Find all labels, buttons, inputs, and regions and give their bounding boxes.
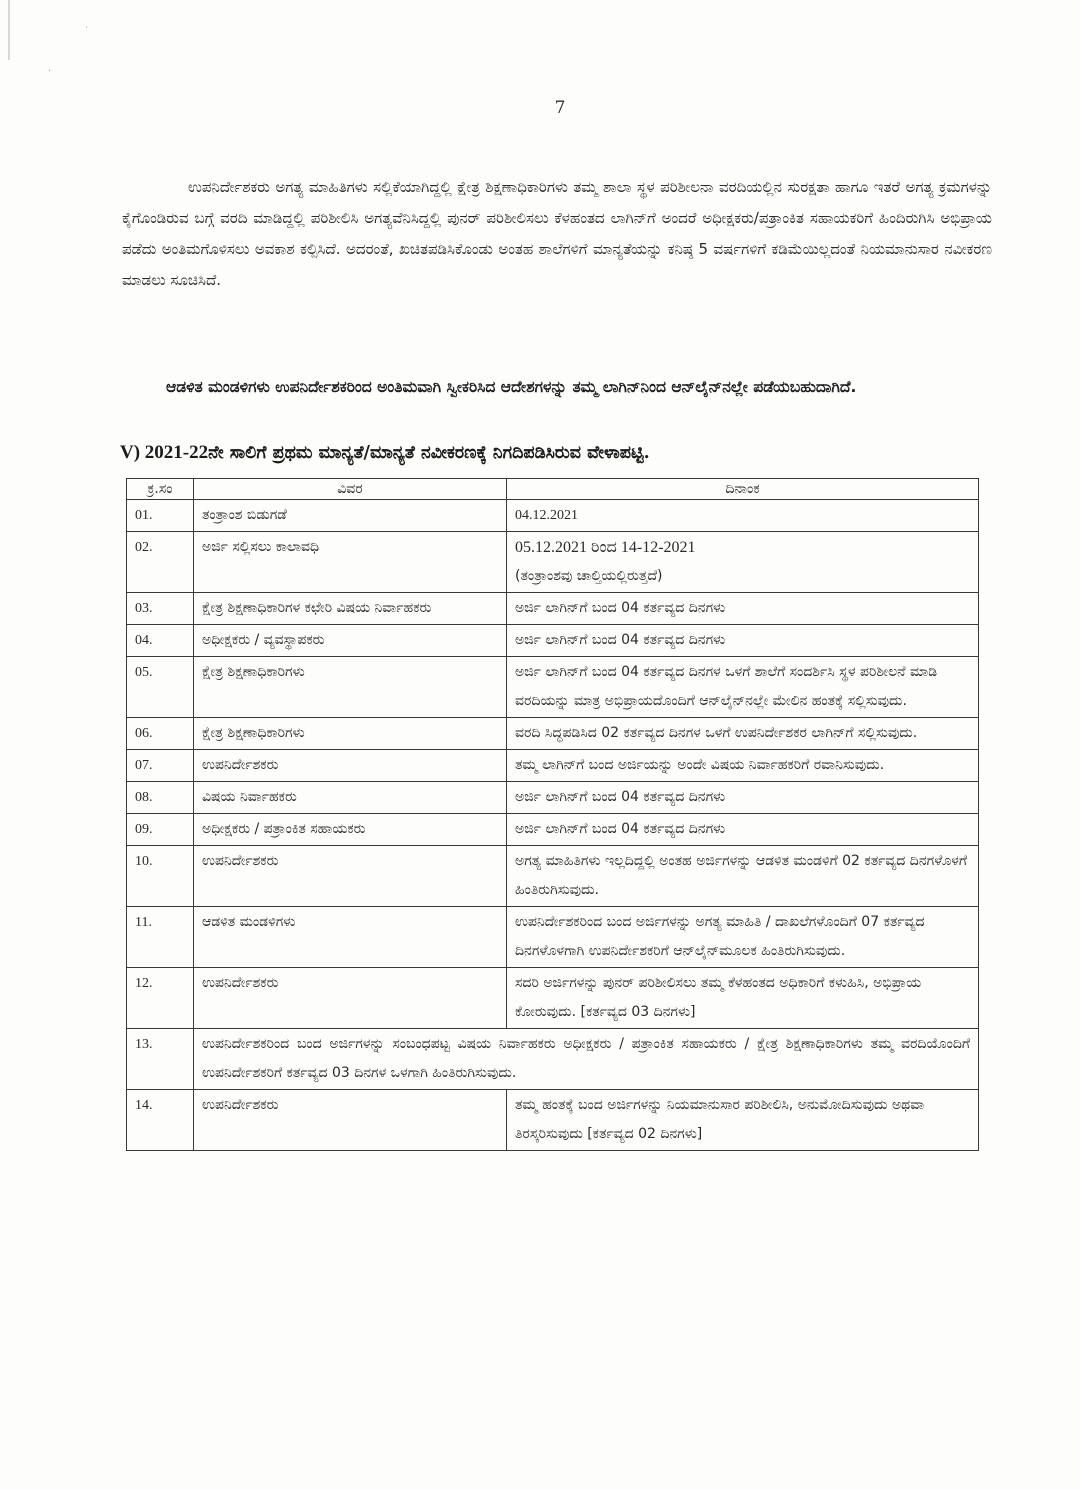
paragraph-online-orders: ಆಡಳಿತ ಮಂಡಳಿಗಳು ಉಪನಿರ್ದೇಶಕರಿಂದ ಅಂತಿಮವಾಗಿ ಸ್ವೀಕರಿಸಿದ ಆದೇಶಗಳನ್ನು ತಮ್ಮ ಲಾಗಿನ್‌ನಿಂದ ಆನ್‌ಲೈನ್‌ನಲ್ಲೇ ಪಡೆಯಬಹುದಾಗಿದೆ. [166, 378, 857, 396]
schedule-heading-number: V) 2021-22 [120, 442, 209, 463]
table-row [127, 718, 979, 750]
row-merged-detail: ಉಪನಿರ್ದೇಶಕರಿಂದ ಬಂದ ಅರ್ಜಿಗಳನ್ನು ಸಂಬಂಧಪಟ್ಟ ವಿಷಯ ನಿರ್ವಾಹಕರು ಅಧೀಕ್ಷಕರು / ಪತ್ರಾಂಕಿತ ಸಹಾಯಕರು / ಕ್ಷೇತ್ರ ಶಿಕ್ಷಣಾಧಿಕಾರಿಗಳು ತಮ್ಮ ವರದಿಯೊಂದಿಗೆ ಉಪನಿರ್ದೇಶಕರಿಗೆ ಕರ್ತವ್ಯದ 03 ದಿನಗಳ ಒಳಗಾಗಿ ಹಿಂತಿರುಗಿಸುವುದು. [194, 1029, 979, 1090]
table-row [127, 907, 979, 968]
table-row [127, 1090, 979, 1151]
table-header-row [127, 479, 979, 500]
row-detail: ಕ್ಷೇತ್ರ ಶಿಕ್ಷಣಾಧಿಕಾರಿಗಳ ಕಛೇರಿ ವಿಷಯ ನಿರ್ವಾಹಕರು [194, 593, 507, 625]
row-serial-no: 14. [127, 1090, 194, 1151]
table-row [127, 593, 979, 625]
row-date: ಅರ್ಜಿ ಲಾಗಿನ್‌ಗೆ ಬಂದ 04 ಕರ್ತವ್ಯದ ದಿನಗಳು [507, 625, 979, 657]
row-detail: ತಂತ್ರಾಂಶ ಬಿಡುಗಡೆ [194, 500, 507, 532]
row-detail: ಅಧೀಕ್ಷಕರು / ಪತ್ರಾಂಕಿತ ಸಹಾಯಕರು [194, 814, 507, 846]
header-detail: ವಿವರ [194, 479, 507, 500]
row-date: ಸದರಿ ಅರ್ಜಿಗಳನ್ನು ಪುನರ್ ಪರಿಶೀಲಿಸಲು ತಮ್ಮ ಕೆಳಹಂತದ ಅಧಿಕಾರಿಗೆ ಕಳುಹಿಸಿ, ಅಭಿಪ್ರಾಯ ಕೋರುವುದು. [ಕರ್ತವ್ಯದ 03 ದಿನಗಳು] [507, 968, 979, 1029]
row-date: ಅರ್ಜಿ ಲಾಗಿನ್‌ಗೆ ಬಂದ 04 ಕರ್ತವ್ಯದ ದಿನಗಳು [507, 814, 979, 846]
table-row [127, 500, 979, 532]
row-date: ಅರ್ಜಿ ಲಾಗಿನ್‌ಗೆ ಬಂದ 04 ಕರ್ತವ್ಯದ ದಿನಗಳು [507, 782, 979, 814]
row-detail: ಉಪನಿರ್ದೇಶಕರು [194, 846, 507, 907]
schedule-heading-text: ನೇ ಸಾಲಿಗೆ ಪ್ರಥಮ ಮಾನ್ಯತೆ/ಮಾನ್ಯತೆ ನವೀಕರಣಕ್ಕೆ ನಿಗದಿಪಡಿಸಿರುವ ವೇಳಾಪಟ್ಟಿ. [208, 443, 650, 463]
row-date-cell [507, 532, 979, 593]
row-date: ವರದಿ ಸಿದ್ಧಪಡಿಸಿದ 02 ಕರ್ತವ್ಯದ ದಿನಗಳ ಒಳಗೆ ಉಪನಿರ್ದೇಶಕರ ಲಾಗಿನ್‌ಗೆ ಸಲ್ಲಿಸುವುದು. [507, 718, 979, 750]
row-detail: ಉಪನಿರ್ದೇಶಕರು [194, 1090, 507, 1151]
row-serial-no: 04. [127, 625, 194, 657]
table-row [127, 657, 979, 718]
row-date: 05.12.2021 ರಿಂದ 14-12-2021 [515, 539, 696, 556]
table-row [127, 1029, 979, 1090]
row-detail: ಕ್ಷೇತ್ರ ಶಿಕ್ಷಣಾಧಿಕಾರಿಗಳು [194, 718, 507, 750]
table-row [127, 968, 979, 1029]
paragraph-renewal-instructions: ಉಪನಿರ್ದೇಶಕರು ಅಗತ್ಯ ಮಾಹಿತಿಗಳು ಸಲ್ಲಿಕೆಯಾಗಿದ್ದಲ್ಲಿ ಕ್ಷೇತ್ರ ಶಿಕ್ಷಣಾಧಿಕಾರಿಗಳು ತಮ್ಮ ಶಾಲಾ ಸ್ಥಳ ಪರಿಶೀಲನಾ ವರದಿಯಲ್ಲಿನ ಸುರಕ್ಷತಾ ಹಾಗೂ ಇತರೆ ಅಗತ್ಯ ಕ್ರಮಗಳನ್ನು ಕೈಗೊಂಡಿರುವ ಬಗ್ಗೆ ವರದಿ ಮಾಡಿದ್ದಲ್ಲಿ ಪರಿಶೀಲಿಸಿ ಅಗತ್ಯವೆನಿಸಿದ್ದಲ್ಲಿ ಪುನರ್ ಪರಿಶೀಲಿಸಲು ಕೆಳಹಂತದ ಲಾಗಿನ್‌ಗೆ ಅಂದರೆ ಅಧೀಕ್ಷಕರು/ಪತ್ರಾಂಕಿತ ಸಹಾಯಕರಿಗೆ ಹಿಂದಿರುಗಿಸಿ ಅಭಿಪ್ರಾಯ ಪಡೆದು ಅಂತಿಮಗೊಳಿಸಲು ಅವಕಾಶ ಕಲ್ಪಿಸಿದೆ. ಅದರಂತೆ, ಖಚಿತಪಡಿಸಿಕೊಂಡು ಅಂತಹ ಶಾಲೆಗಳಿಗೆ ಮಾನ್ಯತೆಯನ್ನು ಕನಿಷ್ಠ 5 ವರ್ಷಗಳಿಗೆ ಕಡಿಮೆಯಿಲ್ಲದಂತೆ ನಿಯಮಾನುಸಾರ ನವೀಕರಣ ಮಾಡಲು ಸೂಚಿಸಿದೆ. [122, 178, 992, 289]
row-detail: ಅಧೀಕ್ಷಕರು / ವ್ಯವಸ್ಥಾಪಕರು [194, 625, 507, 657]
row-date: ಅಗತ್ಯ ಮಾಹಿತಿಗಳು ಇಲ್ಲದಿದ್ದಲ್ಲಿ ಅಂತಹ ಅರ್ಜಿಗಳನ್ನು ಆಡಳಿತ ಮಂಡಳಿಗೆ 02 ಕರ್ತವ್ಯದ ದಿನಗಳೊಳಗೆ ಹಿಂತಿರುಗಿಸುವುದು. [507, 846, 979, 907]
row-serial-no: 07. [127, 750, 194, 782]
scan-speck: ˙ [84, 26, 89, 37]
row-detail: ಉಪನಿರ್ದೇಶಕರು [194, 968, 507, 1029]
page-number: 7 [554, 98, 566, 118]
header-date: ದಿನಾಂಕ [507, 479, 979, 500]
table-row [127, 846, 979, 907]
table-row [127, 814, 979, 846]
row-serial-no: 13. [127, 1029, 194, 1090]
row-serial-no: 11. [127, 907, 194, 968]
table-row [127, 532, 979, 593]
row-date: ಅರ್ಜಿ ಲಾಗಿನ್‌ಗೆ ಬಂದ 04 ಕರ್ತವ್ಯದ ದಿನಗಳು [507, 593, 979, 625]
row-serial-no: 10. [127, 846, 194, 907]
row-date-note: (ತಂತ್ರಾಂಶವು ಚಾಲ್ತಿಯಲ್ಲಿರುತ್ತದೆ) [515, 568, 663, 584]
schedule-heading [120, 442, 880, 464]
row-date: ತಮ್ಮ ಲಾಗಿನ್‌ಗೆ ಬಂದ ಅರ್ಜಿಯನ್ನು ಅಂದೇ ವಿಷಯ ನಿರ್ವಾಹಕರಿಗೆ ರವಾನಿಸುವುದು. [507, 750, 979, 782]
row-date: ಉಪನಿರ್ದೇಶಕರಿಂದ ಬಂದ ಅರ್ಜಿಗಳನ್ನು ಅಗತ್ಯ ಮಾಹಿತಿ / ದಾಖಲೆಗಳೊಂದಿಗೆ 07 ಕರ್ತವ್ಯದ ದಿನಗಳೊಳಗಾಗಿ ಉಪನಿರ್ದೇಶಕರಿಗೆ ಆನ್‌ಲೈನ್‌ಮೂಲಕ ಹಿಂತಿರುಗಿಸುವುದು. [507, 907, 979, 968]
row-serial-no: 08. [127, 782, 194, 814]
table-row [127, 625, 979, 657]
row-serial-no: 05. [127, 657, 194, 718]
row-date: ತಮ್ಮ ಹಂತಕ್ಕೆ ಬಂದ ಅರ್ಜಿಗಳನ್ನು ನಿಯಮಾನುಸಾರ ಪರಿಶೀಲಿಸಿ, ಅನುಮೋದಿಸುವುದು ಅಥವಾ ತಿರಸ್ಕರಿಸುವುದು [ಕರ್ತವ್ಯದ 02 ದಿನಗಳು] [507, 1090, 979, 1151]
row-serial-no: 12. [127, 968, 194, 1029]
row-serial-no: 01. [127, 500, 194, 532]
row-serial-no: 09. [127, 814, 194, 846]
table-row [127, 750, 979, 782]
row-detail: ಆಡಳಿತ ಮಂಡಳಿಗಳು [194, 907, 507, 968]
scan-edge-mark [8, 0, 10, 60]
row-serial-no: 02. [127, 532, 194, 593]
table-row [127, 782, 979, 814]
row-date: ಅರ್ಜಿ ಲಾಗಿನ್‌ಗೆ ಬಂದ 04 ಕರ್ತವ್ಯದ ದಿನಗಳ ಒಳಗೆ ಶಾಲೆಗೆ ಸಂದರ್ಶಿಸಿ ಸ್ಥಳ ಪರಿಶೀಲನೆ ಮಾಡಿ ವರದಿಯನ್ನು ಮಾತ್ರ ಅಭಿಪ್ರಾಯದೊಂದಿಗೆ ಆನ್‌ಲೈನ್‌ನಲ್ಲೇ ಮೇಲಿನ ಹಂತಕ್ಕೆ ಸಲ್ಲಿಸುವುದು. [507, 657, 979, 718]
row-serial-no: 03. [127, 593, 194, 625]
header-serial-no: ಕ್ರ.ಸಂ [127, 479, 194, 500]
row-detail: ವಿಷಯ ನಿರ್ವಾಹಕರು [194, 782, 507, 814]
row-serial-no: 06. [127, 718, 194, 750]
row-detail: ಉಪನಿರ್ದೇಶಕರು [194, 750, 507, 782]
row-date: 04.12.2021 [507, 500, 979, 532]
schedule-table [126, 478, 979, 1151]
scan-speck: · [48, 66, 52, 77]
row-detail: ಅರ್ಜಿ ಸಲ್ಲಿಸಲು ಕಾಲಾವಧಿ [194, 532, 507, 593]
row-detail: ಕ್ಷೇತ್ರ ಶಿಕ್ಷಣಾಧಿಕಾರಿಗಳು [194, 657, 507, 718]
